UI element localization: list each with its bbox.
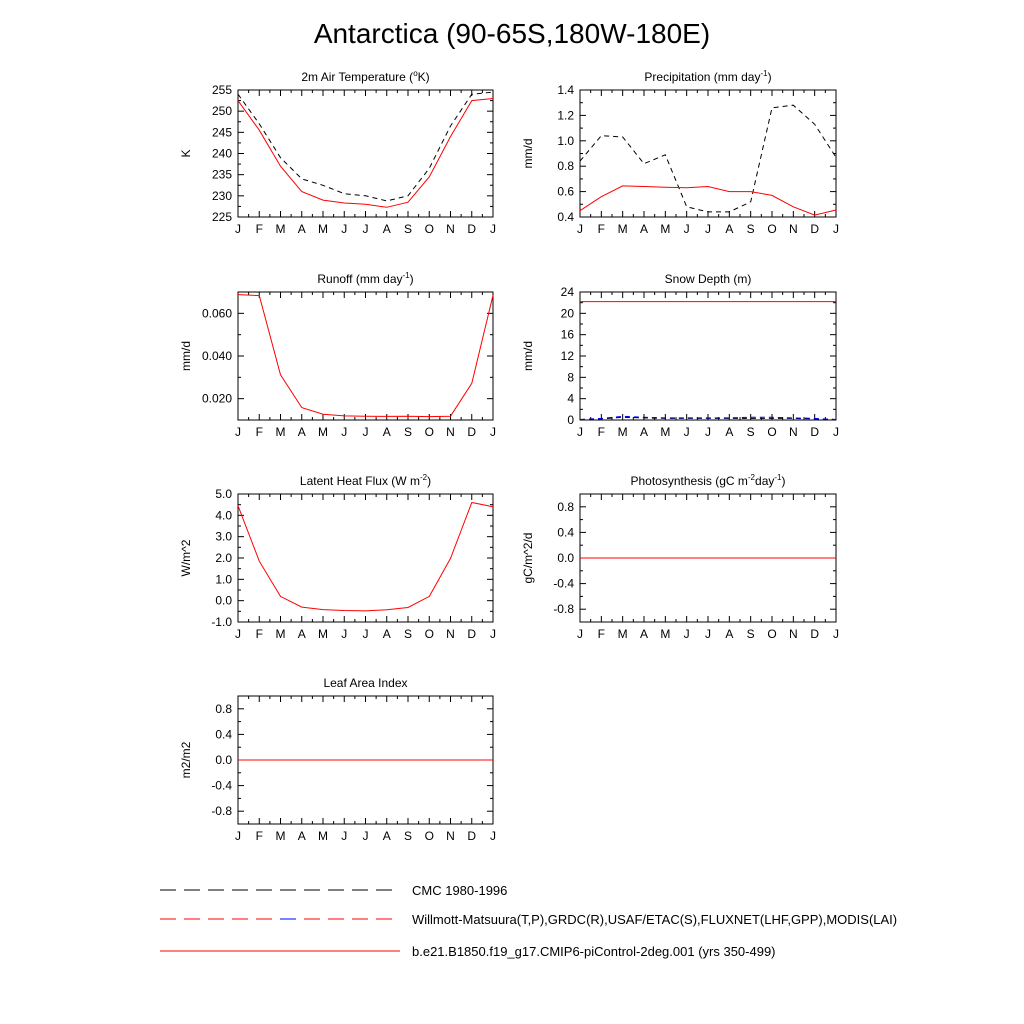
x-tick-label: N	[788, 627, 798, 641]
x-tick-label: J	[490, 425, 496, 439]
legend-label: b.e21.B1850.f19_g17.CMIP6-piControl-2deg.001 (yrs 350-499)	[412, 944, 776, 959]
x-tick-label: M	[275, 829, 286, 843]
x-tick-label: D	[467, 829, 477, 843]
y-axis-label: gC/m^2/d	[521, 532, 535, 584]
panel-title-text: Precipitation (mm day	[644, 70, 761, 84]
y-tick-label: 1.0	[215, 572, 232, 587]
x-tick-label: J	[833, 627, 839, 641]
y-tick-label: 0.8	[215, 701, 232, 716]
x-tick-label: A	[382, 425, 391, 439]
y-tick-label: 235	[211, 167, 232, 182]
panel-title-text: K)	[417, 70, 430, 84]
x-tick-label: J	[490, 222, 496, 236]
x-tick-label: J	[577, 222, 583, 236]
y-tick-label: 4	[567, 391, 574, 406]
y-tick-label: 245	[211, 125, 232, 140]
x-tick-label: S	[746, 425, 755, 439]
x-tick-label: J	[683, 627, 690, 641]
page-title: Antarctica (90-65S,180W-180E)	[313, 18, 711, 49]
y-axis-label: m2/m2	[179, 741, 193, 779]
x-tick-label: M	[617, 627, 628, 641]
y-tick-label: 3.0	[215, 529, 232, 544]
x-tick-label: S	[403, 829, 413, 843]
legend-label: CMC 1980-1996	[412, 883, 508, 898]
x-tick-label: J	[341, 425, 348, 439]
y-tick-label: 225	[211, 210, 232, 224]
y-tick-label: 0.4	[215, 727, 232, 742]
x-tick-label: M	[617, 222, 628, 236]
panel-title-superscript: -2	[747, 473, 756, 482]
x-tick-label: J	[490, 627, 496, 641]
y-tick-label: 1.4	[557, 83, 574, 97]
x-tick-label: J	[705, 425, 711, 439]
x-tick-label: F	[255, 627, 263, 641]
x-tick-label: M	[275, 627, 286, 641]
y-tick-label: 0.020	[201, 391, 232, 406]
x-tick-label: J	[341, 222, 348, 236]
x-tick-label: D	[467, 425, 477, 439]
panel-title-superscript: -2	[419, 473, 428, 482]
legend-item-model	[160, 944, 776, 959]
panel-title-text: Photosynthesis (gC m	[630, 474, 748, 488]
y-tick-label: 4.0	[215, 508, 232, 523]
x-tick-label: D	[467, 222, 477, 236]
x-tick-label: A	[639, 425, 649, 439]
x-tick-label: J	[235, 829, 241, 843]
panel-title-text: 2m Air Temperature (	[301, 70, 414, 84]
x-tick-label: A	[297, 222, 306, 236]
x-tick-label: M	[318, 829, 328, 843]
x-tick-label: M	[660, 222, 671, 236]
x-tick-label: N	[446, 425, 455, 439]
y-tick-label: 0.0	[557, 551, 574, 565]
y-axis-label: mm/d	[179, 341, 193, 371]
x-tick-label: F	[255, 829, 263, 843]
y-tick-label: 0.4	[557, 210, 574, 224]
x-tick-label: S	[746, 627, 755, 641]
x-tick-label: A	[297, 425, 306, 439]
x-tick-label: F	[597, 627, 606, 641]
y-tick-label: 2.0	[215, 551, 232, 565]
x-tick-label: J	[683, 425, 690, 439]
legend-item-obs	[160, 912, 897, 927]
x-tick-label: M	[660, 425, 671, 439]
x-tick-label: O	[424, 627, 434, 641]
x-tick-label: O	[424, 222, 434, 236]
y-tick-label: 0	[567, 413, 574, 427]
x-tick-label: J	[683, 222, 690, 236]
x-tick-label: O	[424, 829, 434, 843]
panel-title-text: )	[409, 272, 414, 286]
x-tick-label: J	[341, 829, 348, 843]
x-tick-label: D	[467, 627, 477, 641]
y-tick-label: 1.2	[557, 108, 574, 123]
y-tick-label: 240	[211, 146, 232, 161]
x-tick-label: A	[639, 222, 649, 236]
y-tick-label: 230	[211, 188, 232, 203]
x-tick-label: J	[490, 829, 496, 843]
x-tick-label: D	[810, 627, 820, 641]
x-tick-label: J	[833, 425, 839, 439]
x-tick-label: J	[577, 425, 583, 439]
panel-title-superscript: -1	[760, 69, 768, 78]
y-tick-label: 0.0	[215, 593, 232, 608]
x-tick-label: N	[446, 222, 455, 236]
x-tick-label: D	[810, 425, 820, 439]
x-tick-label: O	[424, 425, 434, 439]
y-tick-label: 0.040	[201, 349, 232, 363]
x-tick-label: A	[297, 829, 306, 843]
y-tick-label: 250	[211, 104, 232, 119]
y-tick-label: 0.0	[215, 753, 232, 767]
x-tick-label: J	[833, 222, 839, 236]
y-tick-label: 0.4	[557, 525, 574, 540]
x-tick-label: J	[235, 627, 241, 641]
y-axis-label: mm/d	[521, 341, 535, 371]
panel-title-text: )	[781, 474, 786, 488]
panel-title-superscript: -1	[402, 271, 410, 280]
panel-title-text: Leaf Area Index	[323, 676, 408, 690]
y-axis-label: W/m^2	[179, 539, 193, 577]
y-tick-label: 16	[560, 327, 574, 342]
x-tick-label: O	[767, 425, 777, 439]
legend-item-cmc	[160, 883, 507, 898]
x-tick-label: N	[446, 829, 455, 843]
x-tick-label: A	[725, 222, 734, 236]
y-tick-label: 8	[567, 370, 574, 385]
y-tick-label: 12	[560, 349, 574, 363]
y-axis-label: K	[179, 149, 193, 158]
x-tick-label: A	[382, 222, 391, 236]
y-tick-label: -1.0	[211, 615, 232, 629]
x-tick-label: F	[597, 425, 606, 439]
y-axis-label: mm/d	[521, 138, 535, 169]
x-tick-label: M	[318, 425, 328, 439]
x-tick-label: M	[617, 425, 628, 439]
x-tick-label: S	[403, 222, 413, 236]
y-tick-label: 0.060	[201, 306, 232, 321]
legend-label: Willmott-Matsuura(T,P),GRDC(R),USAF/ETAC(S),FLUXNET(LHF,GPP),MODIS(LAI)	[412, 912, 898, 927]
panel-title-text: )	[767, 70, 772, 84]
y-tick-label: 255	[211, 83, 232, 97]
x-tick-label: A	[639, 627, 649, 641]
y-tick-label: 24	[560, 285, 574, 299]
x-tick-label: M	[660, 627, 671, 641]
x-tick-label: J	[362, 425, 369, 439]
panel-title-text: Latent Heat Flux (W m	[299, 474, 420, 488]
x-tick-label: J	[341, 627, 348, 641]
x-tick-label: J	[705, 627, 711, 641]
y-tick-label: 20	[560, 306, 574, 321]
x-tick-label: S	[403, 425, 413, 439]
x-tick-label: M	[318, 222, 328, 236]
x-tick-label: N	[788, 425, 798, 439]
panel-title-text: Runoff (mm day	[317, 272, 403, 286]
panel-title-superscript: -1	[774, 473, 782, 482]
panel-title-text: Snow Depth (m)	[664, 272, 752, 286]
y-tick-label: -0.4	[553, 576, 574, 591]
x-tick-label: J	[362, 627, 369, 641]
x-tick-label: S	[746, 222, 755, 236]
x-tick-label: A	[382, 627, 391, 641]
y-tick-label: 0.8	[557, 499, 574, 514]
x-tick-label: M	[318, 627, 328, 641]
x-tick-label: N	[446, 627, 455, 641]
x-tick-label: M	[275, 222, 286, 236]
y-tick-label: -0.4	[211, 778, 232, 793]
x-tick-label: F	[597, 222, 606, 236]
x-tick-label: J	[362, 222, 369, 236]
x-tick-label: N	[788, 222, 798, 236]
x-tick-label: J	[362, 829, 369, 843]
x-tick-label: A	[297, 627, 306, 641]
y-tick-label: -0.8	[553, 602, 574, 617]
y-tick-label: 0.8	[557, 159, 574, 174]
x-tick-label: F	[255, 425, 263, 439]
y-tick-label: 1.0	[557, 133, 574, 148]
x-tick-label: D	[810, 222, 820, 236]
x-tick-label: A	[725, 627, 734, 641]
x-tick-label: J	[235, 222, 241, 236]
x-tick-label: F	[255, 222, 263, 236]
x-tick-label: A	[725, 425, 734, 439]
x-tick-label: M	[275, 425, 286, 439]
x-tick-label: J	[705, 222, 711, 236]
x-tick-label: A	[382, 829, 391, 843]
panel-title-superscript: o	[413, 69, 418, 78]
y-tick-label: -0.8	[211, 804, 232, 819]
x-tick-label: O	[767, 222, 777, 236]
y-tick-label: 0.6	[557, 184, 574, 199]
y-tick-label: 5.0	[215, 487, 232, 501]
x-tick-label: S	[403, 627, 413, 641]
x-tick-label: J	[235, 425, 241, 439]
x-tick-label: O	[767, 627, 777, 641]
x-tick-label: J	[577, 627, 583, 641]
panel-title-text: day	[755, 474, 775, 488]
panel-title-text: )	[427, 474, 432, 488]
